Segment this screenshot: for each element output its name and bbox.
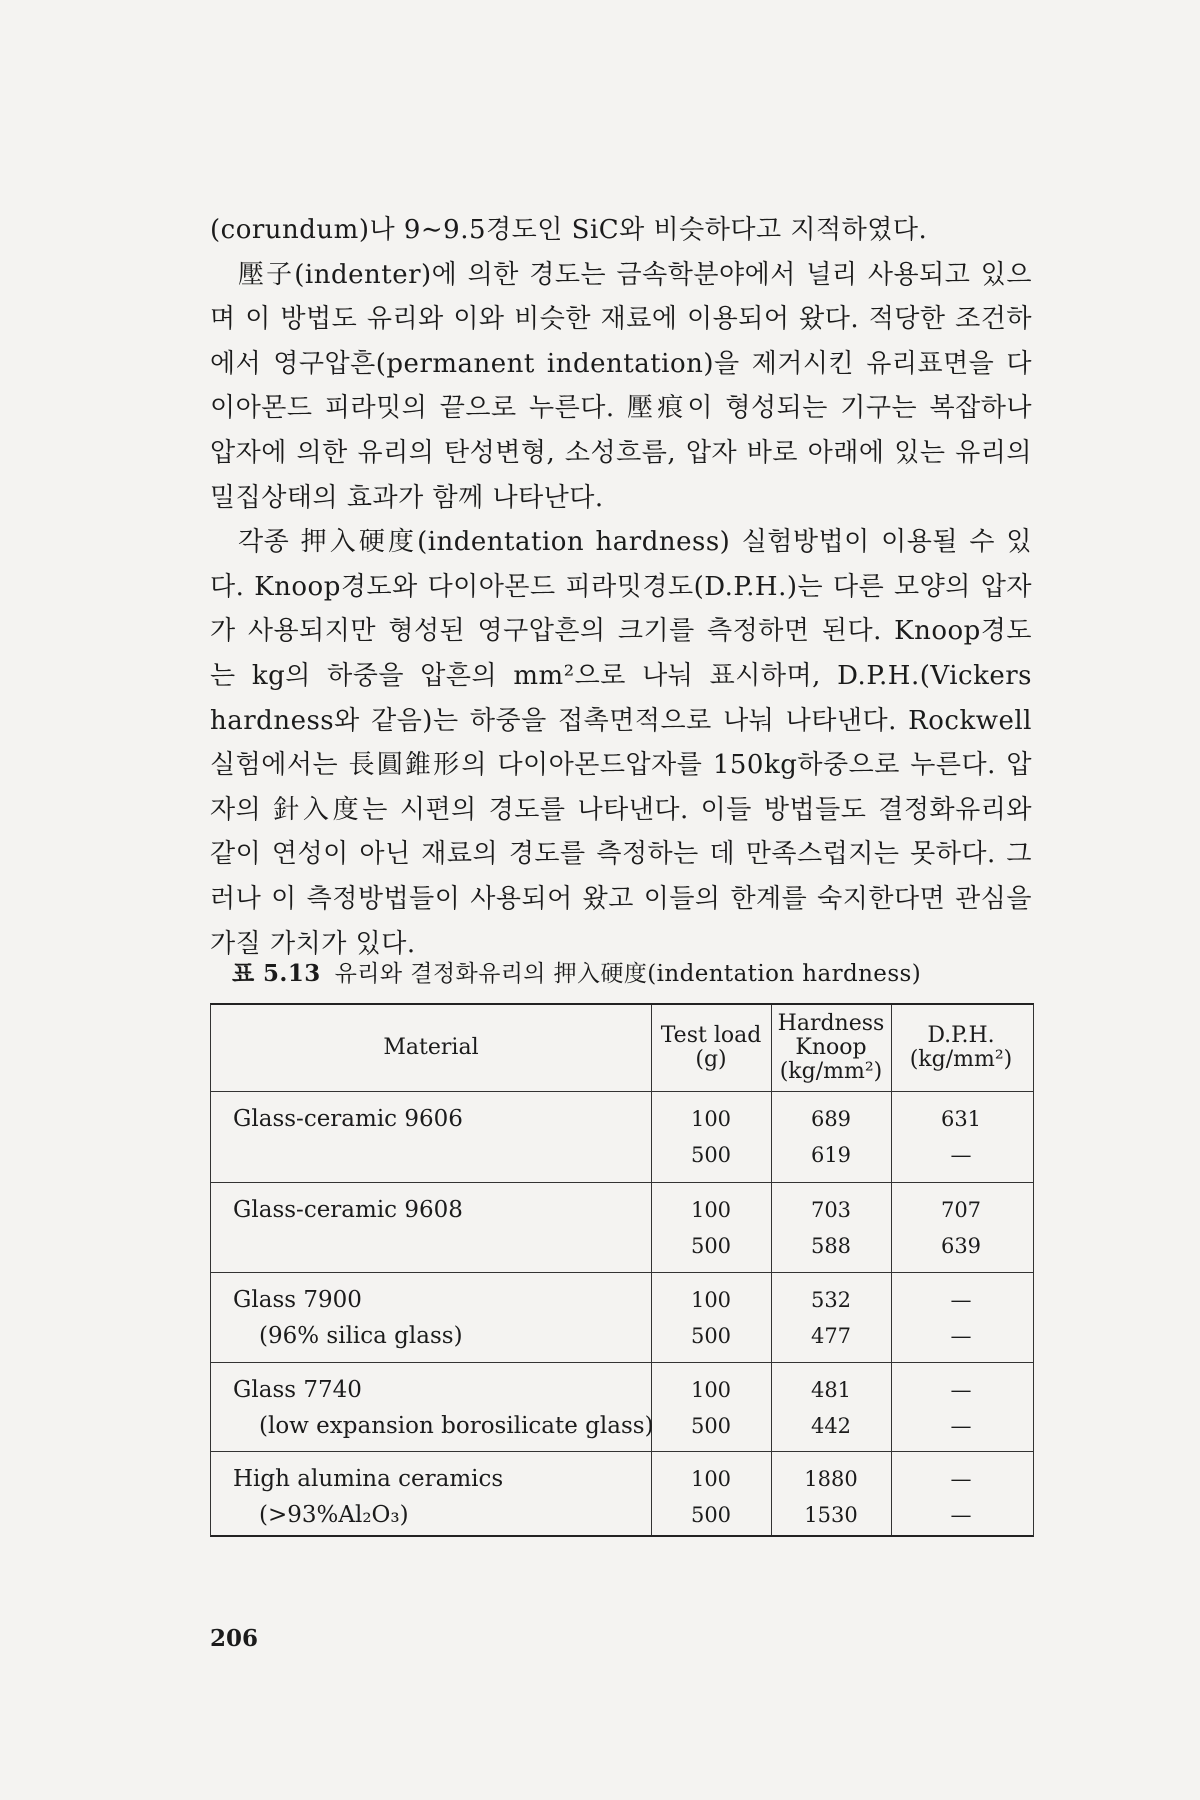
header-test-load: Test load (g) [660, 1022, 762, 1072]
load-value: 100 [690, 1198, 732, 1222]
material-name: High alumina ceramics [233, 1466, 504, 1492]
load-value: 500 [690, 1414, 732, 1438]
dph-value: — [950, 1503, 972, 1527]
hardness-table [210, 1003, 1034, 1537]
dph-value: — [950, 1324, 972, 1348]
header-dph: D.P.H. (kg/mm²) [909, 1022, 1013, 1072]
load-value: 500 [690, 1503, 732, 1527]
table-row [211, 1274, 1033, 1364]
knoop-value: 619 [810, 1143, 852, 1167]
dph-value: — [950, 1414, 972, 1438]
material-name: Glass-ceramic 9606 [233, 1106, 463, 1132]
knoop-value: 477 [810, 1324, 852, 1348]
load-value: 500 [690, 1143, 732, 1167]
header-knoop: Hardness Knoop (kg/mm²) [777, 1010, 885, 1084]
material-name: Glass 7900 [233, 1287, 362, 1313]
knoop-value: 1880 [804, 1467, 858, 1491]
material-note: (96% silica glass) [259, 1323, 463, 1349]
table-row [211, 1093, 1033, 1183]
material-note: (low expansion borosilicate glass) [259, 1413, 654, 1439]
knoop-value: 1530 [804, 1503, 858, 1527]
table-row [211, 1364, 1033, 1454]
material-name: Glass 7740 [233, 1377, 362, 1403]
table-caption [232, 955, 1032, 988]
load-value: 500 [690, 1234, 732, 1258]
load-value: 100 [690, 1467, 732, 1491]
paragraph-3: 각종 押入硬度(indentation hardness) 실험방법이 이용될 수 있다. Knoop경도와 다이아몬드 피라밋경도(D.P.H.)는 다른 모양의 압자가 사용되지만 형성된 영구압흔의 크기를 측정하면 된다. Knoop경도는 kg의 하중을 압흔의 mm²으로 나눠 표시하며, D.P.H.(Vickers hardness와 같음)는 하중을 접촉면적으로 나눠 나타낸다. Rockwell 실험에서는 長圓錐形의 다이아몬드압자를 150kg하중으로 누른다. 압자의 針入度는 시편의 경도를 나타낸다. 이들 방법들도 결정화유리와 같이 연성이 아닌 재료의 경도를 측정하는 데 만족스럽지는 못하다. 그러나 이 측정방법들이 사용되어 왔고 이들의 한계를 숙지한다면 관심을 가질 가치가 있다. [210, 527, 1032, 959]
load-value: 100 [690, 1288, 732, 1312]
load-value: 100 [690, 1378, 732, 1402]
knoop-value: 481 [810, 1378, 852, 1402]
table-number: 표 5.13 [232, 960, 321, 987]
dph-value: 631 [940, 1107, 982, 1131]
header-material: Material [383, 1034, 479, 1060]
dph-value: — [950, 1288, 972, 1312]
load-value: 100 [690, 1107, 732, 1131]
knoop-value: 588 [810, 1234, 852, 1258]
dph-value: — [950, 1378, 972, 1402]
dph-value: — [950, 1467, 972, 1491]
page-number: 206 [210, 1625, 259, 1652]
knoop-value: 532 [810, 1288, 852, 1312]
body-text [210, 208, 1032, 966]
material-note: (>93%Al₂O₃) [259, 1502, 409, 1528]
paragraph-1: (corundum)나 9∼9.5경도인 SiC와 비슷하다고 지적하였다. [210, 215, 928, 245]
dph-value: 639 [940, 1234, 982, 1258]
knoop-value: 703 [810, 1198, 852, 1222]
dph-value: — [950, 1143, 972, 1167]
table-title: 유리와 결정화유리의 押入硬度(indentation hardness) [334, 961, 922, 987]
dph-value: 707 [940, 1198, 982, 1222]
material-name: Glass-ceramic 9608 [233, 1197, 463, 1223]
paragraph-2: 壓子(indenter)에 의한 경도는 금속학분야에서 널리 사용되고 있으며 이 방법도 유리와 이와 비슷한 재료에 이용되어 왔다. 적당한 조건하에서 영구압흔(permanent indentation)을 제거시킨 유리표면을 다이아몬드 피라밋의 끝으로 누른다. 壓痕이 형성되는 기구는 복잡하나 압자에 의한 유리의 탄성변형, 소성흐름, 압자 바로 아래에 있는 유리의 밀집상태의 효과가 함께 나타난다. [210, 259, 1032, 513]
table-row [211, 1184, 1033, 1274]
knoop-value: 689 [810, 1107, 852, 1131]
table-row [211, 1453, 1033, 1543]
load-value: 500 [690, 1324, 732, 1348]
knoop-value: 442 [810, 1414, 852, 1438]
